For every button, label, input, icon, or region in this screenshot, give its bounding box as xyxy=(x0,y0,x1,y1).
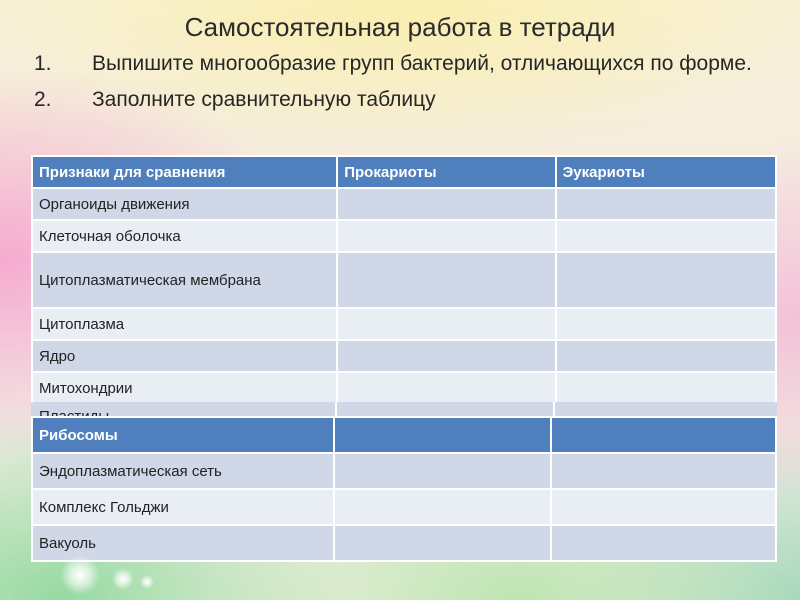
header-cell-ribosomes: Рибосомы xyxy=(32,417,334,453)
eukaryotes-cell xyxy=(551,453,776,489)
task-text: Выпишите многообразие групп бактерий, отличающихся по форме. xyxy=(92,52,752,75)
prokaryotes-cell xyxy=(337,308,555,340)
header-cell-eukaryotes: Эукариоты xyxy=(556,156,776,188)
header-cell-empty xyxy=(551,417,776,453)
task-number: 2. xyxy=(34,88,52,111)
comparison-table-continued xyxy=(31,416,777,562)
sparkle-decoration xyxy=(140,575,154,589)
row-label: Цитоплазматическая мембрана xyxy=(32,252,337,308)
eukaryotes-cell xyxy=(556,340,776,372)
header-cell-features: Признаки для сравнения xyxy=(32,156,337,188)
eukaryotes-cell xyxy=(556,372,776,404)
row-label: Эндоплазматическая сеть xyxy=(32,453,334,489)
row-label: Органоиды движения xyxy=(32,188,337,220)
prokaryotes-cell xyxy=(337,340,555,372)
eukaryotes-cell xyxy=(556,188,776,220)
task-number: 1. xyxy=(34,52,52,75)
row-label: Клеточная оболочка xyxy=(32,220,337,252)
header-cell-prokaryotes: Прокариоты xyxy=(337,156,555,188)
table-row xyxy=(32,372,776,404)
table-row xyxy=(32,220,776,252)
prokaryotes-cell xyxy=(337,188,555,220)
task-list xyxy=(34,50,754,122)
prokaryotes-cell xyxy=(337,252,555,308)
eukaryotes-cell xyxy=(551,525,776,561)
comparison-table xyxy=(31,155,777,405)
row-label: Цитоплазма xyxy=(32,308,337,340)
task-item xyxy=(34,50,754,78)
eukaryotes-cell xyxy=(556,252,776,308)
row-label: Комплекс Гольджи xyxy=(32,489,334,525)
table-header-row xyxy=(32,156,776,188)
header-cell-empty xyxy=(334,417,550,453)
table-row xyxy=(32,188,776,220)
row-label: Вакуоль xyxy=(32,525,334,561)
row-label: Митохондрии xyxy=(32,372,337,404)
prokaryotes-cell xyxy=(334,489,550,525)
sparkle-decoration xyxy=(112,568,134,590)
prokaryotes-cell xyxy=(334,453,550,489)
eukaryotes-cell xyxy=(551,489,776,525)
table-row xyxy=(32,308,776,340)
table-row xyxy=(32,252,776,308)
eukaryotes-cell xyxy=(556,308,776,340)
table-row xyxy=(32,340,776,372)
table-header-row xyxy=(32,417,776,453)
prokaryotes-cell xyxy=(337,372,555,404)
row-label: Ядро xyxy=(32,340,337,372)
sparkle-decoration xyxy=(60,555,100,595)
eukaryotes-cell xyxy=(556,220,776,252)
prokaryotes-cell xyxy=(334,525,550,561)
page-title: Самостоятельная работа в тетради xyxy=(184,12,616,42)
table-row xyxy=(32,489,776,525)
table-row xyxy=(32,525,776,561)
hidden-table-row xyxy=(31,402,777,416)
task-text: Заполните сравнительную таблицу xyxy=(92,88,436,111)
table-row xyxy=(32,453,776,489)
prokaryotes-cell xyxy=(337,220,555,252)
task-item xyxy=(34,86,754,114)
